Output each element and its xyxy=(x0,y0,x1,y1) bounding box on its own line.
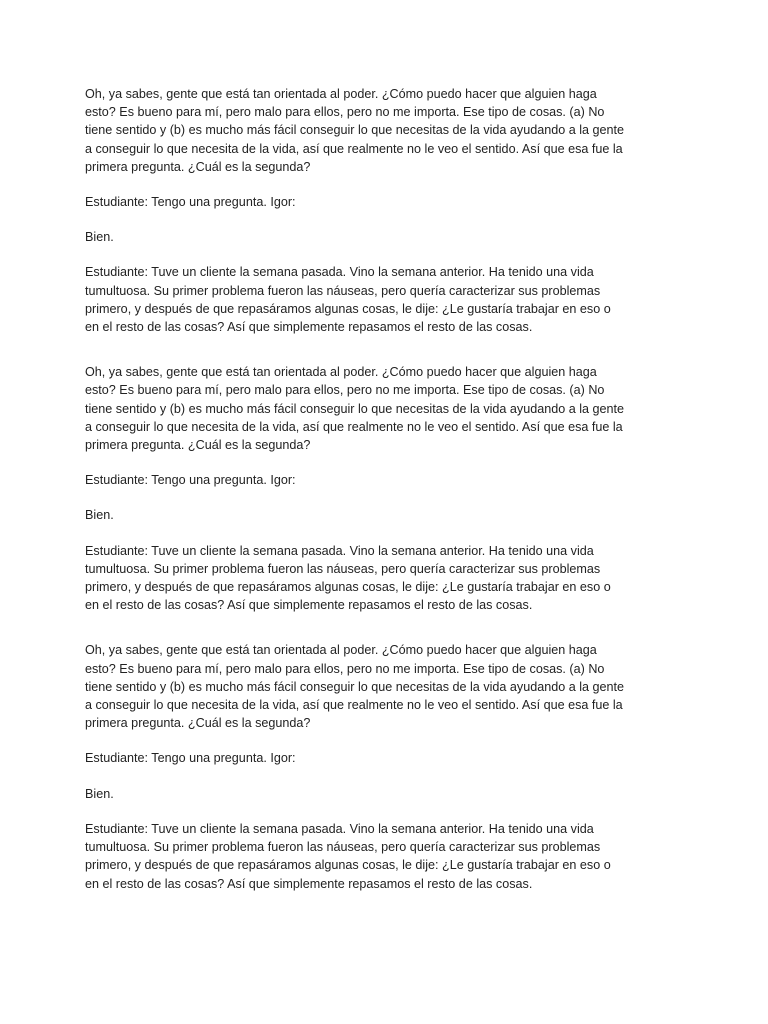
text-block-3 xyxy=(85,641,625,892)
paragraph-intro: Oh, ya sabes, gente que está tan orientada al poder. ¿Cómo puedo hacer que alguien haga esto? Es bueno para mí, pero malo para ellos, pero no me importa. Ese tipo de cosas. (a) No tiene sentido y (b) es mucho más fácil conseguir lo que necesitas de la vida ayudando a la gente a conseguir lo que necesita de la vida, así que realmente no le veo el sentido. Así que esa fue la primera pregunta. ¿Cuál es la segunda? xyxy=(85,87,625,174)
paragraph-student-question: Estudiante: Tengo una pregunta. Igor: xyxy=(85,195,296,210)
paragraph-reply: Bien. xyxy=(85,786,114,801)
document-body xyxy=(85,85,625,893)
paragraph-student-story: Estudiante: Tuve un cliente la semana pasada. Vino la semana anterior. Ha tenido una vida tumultuosa. Su primer problema fueron las náuseas, pero quería caracterizar sus problemas primero, y después de que repasáramos algunas cosas, le dije: ¿Le gustaría trabajar en eso o en el resto de las cosas? Así que simplemente repasamos el resto de las cosas. xyxy=(85,543,611,613)
paragraph-intro: Oh, ya sabes, gente que está tan orientada al poder. ¿Cómo puedo hacer que alguien haga esto? Es bueno para mí, pero malo para ellos, pero no me importa. Ese tipo de cosas. (a) No tiene sentido y (b) es mucho más fácil conseguir lo que necesitas de la vida ayudando a la gente a conseguir lo que necesita de la vida, así que realmente no le veo el sentido. Así que esa fue la primera pregunta. ¿Cuál es la segunda? xyxy=(85,365,625,453)
paragraph-reply: Bien. xyxy=(85,230,114,245)
paragraph-student-story: Estudiante: Tuve un cliente la semana pasada. Vino la semana anterior. Ha tenido una vida tumultuosa. Su primer problema fueron las náuseas, pero quería caracterizar sus problemas primero, y después de que repasáramos algunas cosas, le dije: ¿Le gustaría trabajar en eso o en el resto de las cosas? Así que simplemente repasamos el resto de las cosas. xyxy=(85,265,611,335)
paragraph-student-question: Estudiante: Tengo una pregunta. Igor: xyxy=(85,473,296,488)
text-block-2 xyxy=(85,363,625,614)
paragraph-intro: Oh, ya sabes, gente que está tan orientada al poder. ¿Cómo puedo hacer que alguien haga esto? Es bueno para mí, pero malo para ellos, pero no me importa. Ese tipo de cosas. (a) No tiene sentido y (b) es mucho más fácil conseguir lo que necesitas de la vida ayudando a la gente a conseguir lo que necesita de la vida, así que realmente no le veo el sentido. Así que esa fue la primera pregunta. ¿Cuál es la segunda? xyxy=(85,643,625,731)
paragraph-student-question: Estudiante: Tengo una pregunta. Igor: xyxy=(85,751,296,766)
paragraph-reply: Bien. xyxy=(85,508,114,523)
text-block-1 xyxy=(85,85,625,336)
paragraph-student-story: Estudiante: Tuve un cliente la semana pasada. Vino la semana anterior. Ha tenido una vida tumultuosa. Su primer problema fueron las náuseas, pero quería caracterizar sus problemas primero, y después de que repasáramos algunas cosas, le dije: ¿Le gustaría trabajar en eso o en el resto de las cosas? Así que simplemente repasamos el resto de las cosas. xyxy=(85,821,611,891)
